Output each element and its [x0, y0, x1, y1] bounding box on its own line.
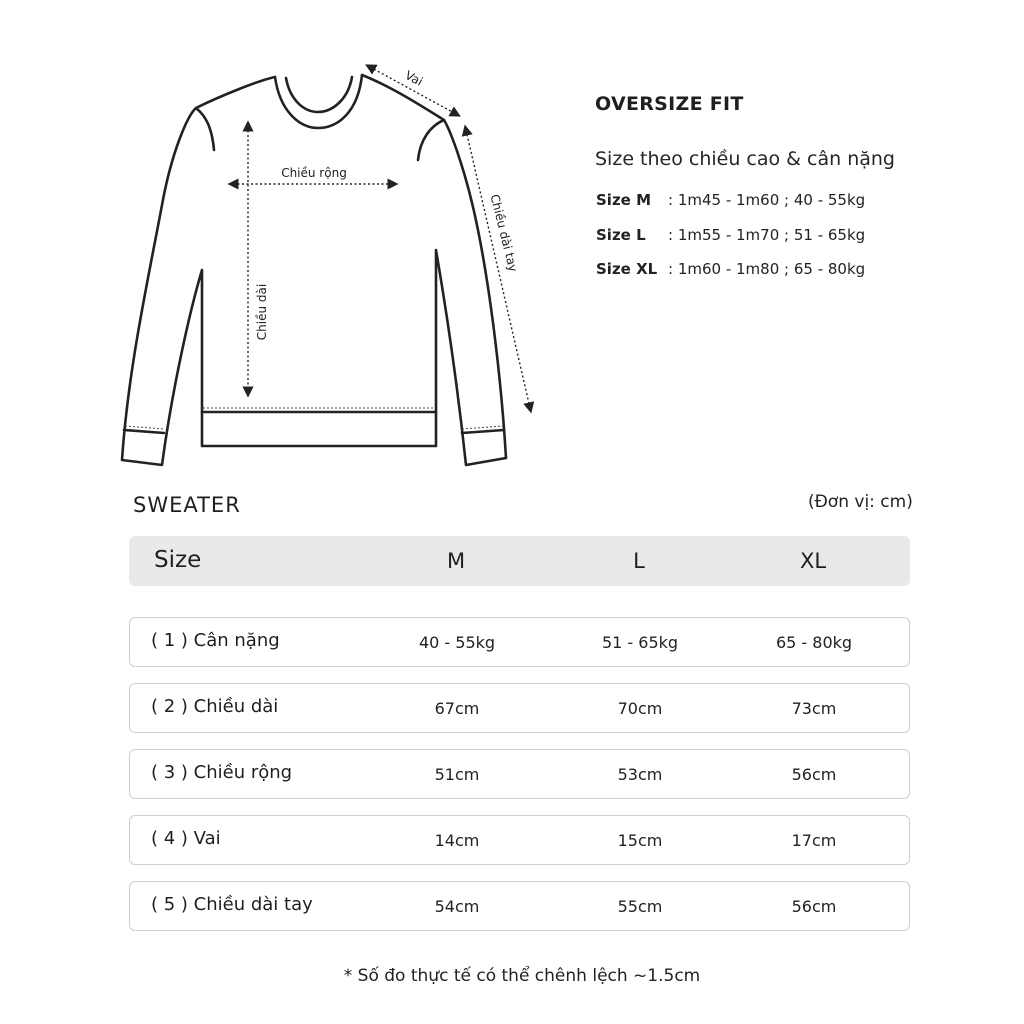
footnote: * Số đo thực tế có thể chênh lệch ~1.5cm: [343, 966, 701, 986]
fit-title: OVERSIZE FIT: [595, 93, 744, 115]
row-label: ( 4 ) Vai: [151, 828, 221, 849]
unit-note: (Đơn vị: cm): [808, 492, 913, 512]
size-guide-value: : 1m60 - 1m80 ; 65 - 80kg: [668, 260, 866, 278]
sweater-illustration: [100, 50, 560, 490]
size-guide-value: : 1m45 - 1m60 ; 40 - 55kg: [668, 191, 866, 209]
size-guide-label: Size XL: [596, 260, 658, 278]
row-label: ( 2 ) Chiều dài: [151, 696, 279, 717]
size-guide-label: Size L: [596, 226, 646, 244]
cell-l: 55cm: [617, 896, 663, 916]
cell-l: 70cm: [617, 698, 663, 718]
cell-xl: 56cm: [791, 896, 837, 916]
sweater-outline: [122, 75, 506, 465]
cell-l: 15cm: [617, 830, 663, 850]
label-sleeve: Chiều dài tay: [487, 192, 521, 274]
cell-l: 51 - 65kg: [601, 632, 679, 652]
cell-xl: 73cm: [791, 698, 837, 718]
size-guide-line: [596, 226, 865, 244]
label-length: Chiều dài: [255, 283, 269, 341]
table-row: [129, 881, 910, 931]
cell-m: 54cm: [434, 896, 480, 916]
cell-m: 67cm: [434, 698, 480, 718]
table-title: SWEATER: [133, 493, 241, 517]
cell-l: 53cm: [617, 764, 663, 784]
table-header-row: [129, 536, 910, 586]
header-col-l: L: [633, 549, 645, 573]
cell-m: 14cm: [434, 830, 480, 850]
header-size-label: Size: [154, 547, 202, 573]
size-guide-line: [596, 191, 865, 209]
table-row: [129, 815, 910, 865]
label-width: Chiều rộng: [281, 166, 347, 180]
cell-xl: 56cm: [791, 764, 837, 784]
header-col-xl: XL: [799, 549, 827, 573]
header-col-m: M: [446, 549, 466, 573]
size-guide-subtitle: Size theo chiều cao & cân nặng: [595, 148, 895, 170]
size-guide-label: Size M: [596, 191, 651, 209]
cell-m: 40 - 55kg: [418, 632, 496, 652]
row-label: ( 5 ) Chiều dài tay: [151, 894, 313, 915]
cell-m: 51cm: [434, 764, 480, 784]
table-row: [129, 683, 910, 733]
size-guide-value: : 1m55 - 1m70 ; 51 - 65kg: [668, 226, 866, 244]
cell-xl: 65 - 80kg: [775, 632, 853, 652]
table-row: [129, 617, 910, 667]
row-label: ( 1 ) Cân nặng: [151, 630, 280, 651]
cell-xl: 17cm: [791, 830, 837, 850]
size-guide-line: [596, 260, 865, 278]
table-row: [129, 749, 910, 799]
label-shoulder: Vai: [402, 68, 426, 89]
row-label: ( 3 ) Chiều rộng: [151, 762, 293, 783]
